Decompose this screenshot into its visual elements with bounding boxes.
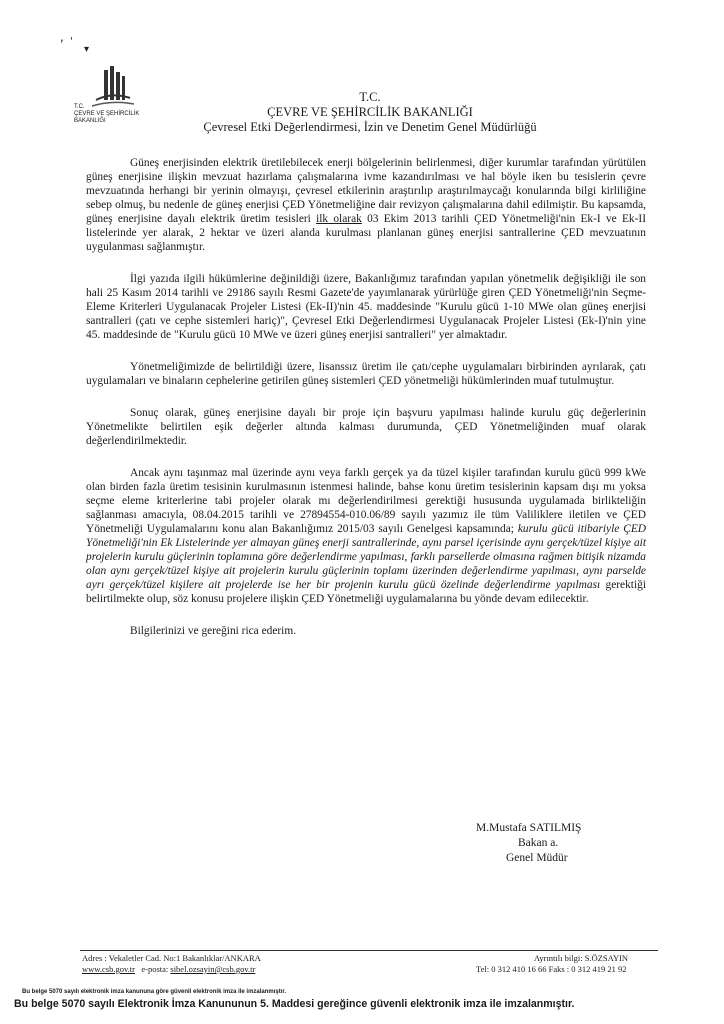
signatory-proxy: Bakan a. [518,837,559,849]
closing-line: Bilgilerinizi ve gereğini rica ederim. [130,625,297,637]
footer-email-label: e-posta: [141,964,169,974]
footer-web-link[interactable]: www.csb.gov.tr [82,964,135,974]
signatory-title: Genel Müdür [506,852,568,864]
paragraph-5-text-end: gerektiği belirtilmekte olup, söz konusu projelere ilişkin ÇED Yönetmeliği uygulamalarına bu yönde devam edilecektir. [86,579,646,605]
footer-email-link[interactable]: sibel.ozsayin@csb.gov.tr [170,964,256,974]
paragraph-5 [86,466,646,606]
paragraph-3: Yönetmeliğimizde de belirtildiği üzere, lisanssız üretim ile çatı/cephe uygulamaları birbirinden ayrılarak, çatı uygulamaları ve binaların cephelerine getirilen güneş sistemleri ÇED yönetmeliği hükümlerinden muaf tutulmuştur. [86,361,646,387]
scan-mark: , [60,30,64,44]
letter-body [86,156,646,656]
footer-address: Adres : Vekaletler Cad. No:1 Bakanlıklar/ANKARA [82,953,261,963]
paragraph-1-text: Güneş enerjisinden elektrik üretilebilecek enerji bölgelerinin belirlenmesi, diğer kurumlar tarafından yürütülen güneş enerjisine ilişkin mevzuat hazırlama çalışmalarına ivme kazandırılması ve hal böyle iken bu tesislerin çevre mevzuatında herhangi bir yerinin olmayışı, çevresel etkilerinin araştırılıp araştırılmaycağı konularında bilgi kirliliğine sebep olmuş, bu nedenle de güneş enerjisi ÇED Yönetmeliğine dair revizyon çalışmalarına dahil edilmiştir. Bu kapsamda, güneş enerjisine dayalı elektrik üretim tesisleri [86,157,646,225]
underlined-text: ilk olarak [316,213,362,225]
logo-line1: T.C. [74,104,85,110]
logo-line3: BAKANLIĞI [74,118,106,124]
header-directorate: Çevresel Etki Değerlendirmesi, İzin ve Denetim Genel Müdürlüğü [203,120,537,134]
italic-text: kurulu gücü itibariyle ÇED Yönetmeliği'nin Ek Listelerinde yer almayan güneş enerji santrallerinde, aynı parsel içerisinde aynı gerçek/tüzel kişiye ait projelerin kurulu güçlerinin toplamına göre değerlendirme yapılması, farklı parsellerde olmasına rağmen bitişik nizamda olan aynı gerçek/tüzel kişiye ait projelerin kurulu güçlerinin toplamı üzerinden değerlendirme yapılması, aynı parselde ayrı gerçek/tüzel kişilere ait projelerde ise her bir projenin kurulu gücü özelinde değerlendirme yapılması [86,523,647,591]
footer-phone: Tel: 0 312 410 16 66 Faks : 0 312 419 21 92 [476,964,627,974]
footer-info-contact: Ayrıntılı bilgi: S.ÖZSAYIN [534,953,629,963]
logo-line2: ÇEVRE VE ŞEHİRCİLİK [74,111,140,117]
signature-block [476,821,636,866]
header-ministry: ÇEVRE VE ŞEHİRCİLİK BAKANLIĞI [267,105,473,119]
logo-caption [74,104,154,125]
paragraph-1 [86,156,646,254]
header-tc: T.C. [359,90,381,104]
esign-notice-small: Bu belge 5070 sayılı elektronik imza kanununa göre güvenli elektronik imza ile imzalanmıştır. [22,989,287,995]
signatory-name: M.Mustafa SATILMIŞ [476,822,582,834]
scan-mark: ' [70,36,73,47]
paragraph-4: Sonuç olarak, güneş enerjisine dayalı bir proje için başvuru yapılması halinde kurulu güç değerlerinin Yönetmelikte belirtilen eşik değerler altında kalması durumunda, ÇED Yönetmeliğinden muaf olarak değerlendirilmektedir. [86,407,646,447]
paragraph-1-text-end: 03 Ekim 2013 tarihli ÇED Yönetmeliği'nin Ek-I ve Ek-II listelerinde yer alarak, 2 hektar ve üzeri alanda kurulması planlanan güneş enerjisi santrallerine ÇED mevzuatının uygulanması sağlanmıştır. [86,213,646,253]
esign-notice: Bu belge 5070 sayılı Elektronik İmza Kanununun 5. Maddesi gereğince güvenli elektronik imza ile imzalanmıştır. [14,998,575,1010]
paragraph-5-text: Ancak aynı taşınmaz mal üzerinde aynı veya farklı gerçek ya da tüzel kişiler tarafından kurulu gücü 999 kWe olan birden fazla üretim tesisinin kurulmasının istenmesi halinde, bahse konu üretim tesislerinin kapsam dışı mı yoksa seçme eleme kriterlerine tabi projeler olarak mı değerlendirilmesi gerektiği hususunda uygulamada birlikteliğin sağlanması amacıyla, 08.04.2015 tarihli ve 27894554-010.06/89 sayılı yazımız ile tüm Valiliklere iletilen ve ÇED Yönetmeliği Uygulamalarını konu alan Bakanlığımız 2015/03 sayılı Genelgesi kapsamında; [86,467,646,535]
footer-contact [82,953,261,975]
paragraph-2: İlgi yazıda ilgili hükümlerine değinildiği üzere, Bakanlığımız tarafından yapılan yönetmelik değişikliği ile son hali 25 Kasım 2014 tarihli ve 29186 sayılı Resmi Gazete'de yayımlanarak yürürlüğe giren ÇED Yönetmeliği'nin Seçme-Eleme Kriterleri Uygulanacak Projeler Listesi (Ek-II)'nin 45. maddesinde "Kurulu gücü 1-10 MWe olan güneş enerjisi santralleri (çatı ve cephe sistemleri hariç)", Çevresel Etki Değerlendirmesi Uygulanacak Projeler Listesi (Ek-I)'nin yine 45. maddesinde de "Kurulu gücü 10 MWe ve üzeri güneş enerjisi santralleri" yer almaktadır. [86,273,646,341]
letter-header [160,90,580,135]
footer-info [476,953,628,975]
footer-divider [80,950,658,951]
scan-mark: ▾ [84,44,90,55]
